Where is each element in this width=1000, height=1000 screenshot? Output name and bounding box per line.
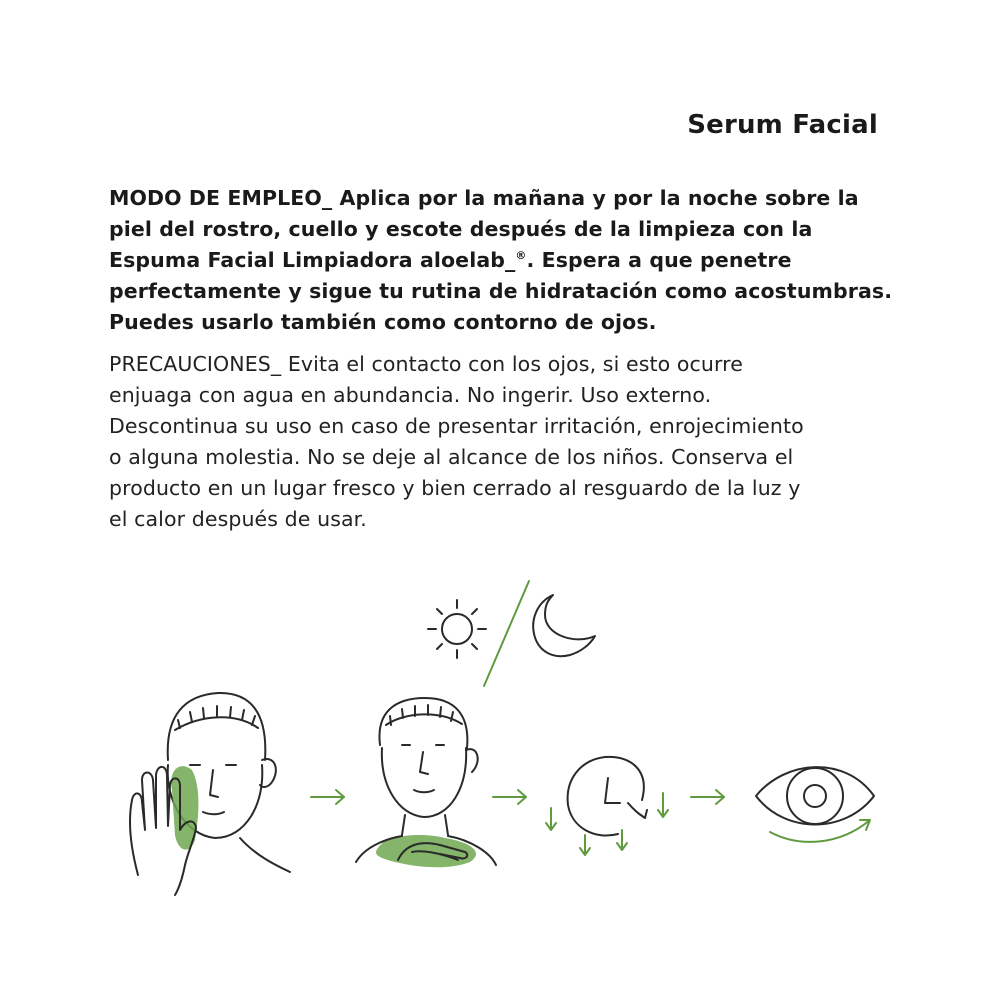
neck-apply-icon bbox=[356, 698, 496, 867]
text-line: Puedes usarlo también como contorno de ojos. bbox=[109, 310, 657, 334]
arrow-right-icon bbox=[311, 790, 344, 804]
text-line: o alguna molestia. No se deje al alcance de los niños. Conserva el bbox=[109, 445, 794, 469]
text-line: perfectamente y sigue tu rutina de hidratación como acostumbras. bbox=[109, 279, 893, 303]
sun-icon bbox=[428, 600, 486, 658]
text-line: piel del rostro, cuello y escote después de la limpieza con la bbox=[109, 217, 813, 241]
divider-slash bbox=[484, 581, 529, 686]
text-line: MODO DE EMPLEO_ Aplica por la mañana y por la noche sobre la bbox=[109, 186, 859, 210]
clock-wait-icon bbox=[546, 757, 668, 855]
text-line: producto en un lugar fresco y bien cerrado al resguardo de la luz y bbox=[109, 476, 801, 500]
text-line: PRECAUCIONES_ Evita el contacto con los ojos, si esto ocurre bbox=[109, 352, 743, 376]
text-fragment: . Espera a que penetre bbox=[526, 248, 792, 272]
eye-icon bbox=[756, 767, 874, 842]
registered-mark: ® bbox=[515, 249, 527, 262]
text-line: enjuaga con agua en abundancia. No ingerir. Uso externo. bbox=[109, 383, 712, 407]
page-title: Serum Facial bbox=[687, 110, 878, 140]
brand-text: Espuma Facial Limpiadora aloelab_ bbox=[109, 248, 516, 272]
text-line: el calor después de usar. bbox=[109, 507, 367, 531]
arrow-right-icon bbox=[691, 790, 724, 804]
moon-icon bbox=[533, 595, 595, 656]
arrow-right-icon bbox=[493, 790, 526, 804]
face-apply-icon bbox=[130, 693, 290, 895]
text-line: Descontinua su uso en caso de presentar irritación, enrojecimiento bbox=[109, 414, 804, 438]
